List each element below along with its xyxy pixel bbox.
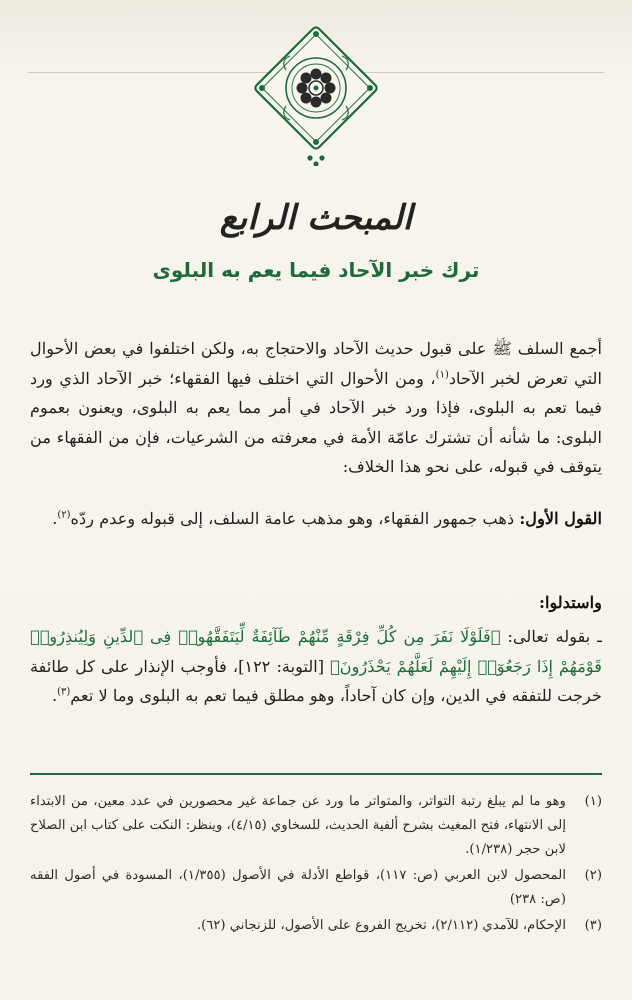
footnote-divider bbox=[30, 773, 602, 775]
paragraph-first-opinion: القول الأول: ذهب جمهور الفقهاء، وهو مذهب عامة السلف، إلى قبوله وعدم ردّه$^{(٢)}$. bbox=[52, 509, 602, 528]
verse-citation: [التوبة: ١٢٢] bbox=[238, 656, 331, 676]
paragraph-evidence: ـ بقوله تعالى: ﴿فَلَوْلَا نَفَرَ مِن كُلِّ فِرْقَةٍ مِّنْهُمْ طَآئِفَةٌ لِّيَتَفَقَّهُوا۟ فِى ٱلدِّينِ وَلِيُنذِرُوا۟ قَوْمَهُمْ إِذَا رَجَعُوٓا۟ إِلَيْهِمْ لَعَلَّهُمْ يَحْذَرُونَ﴾ [التوبة: ١٢٢]، فأوجب الإنذار على كل طائفة خرجت للتفقه في الدين، وإن كان آحاداً، وهو مطلق فيما تعم به البلوى وما لا تعم$^{(٣)}$. bbox=[30, 627, 602, 705]
evidence-heading: واستدلوا: bbox=[538, 593, 602, 612]
footnote-text: الإحكام، للآمدي (٢/١١٢)، تخريج الفروع على الأصول، للزنجاني (٦٢). bbox=[196, 918, 566, 933]
footnote-item bbox=[30, 790, 602, 862]
footnote-text: المحصول لابن العربي (ص: ١١٧)، قواطع الأدلة في الأصول (١/٣٥٥)، المسودة في أصول الفقه (ص: ٢٣٨) bbox=[30, 868, 566, 907]
section-label: المبحث الرابع bbox=[219, 198, 413, 238]
ornament-icon bbox=[253, 18, 379, 166]
footnote-number: (٣) bbox=[584, 918, 602, 933]
paragraph-intro: أجمع السلف ﷺ على قبول حديث الآحاد والاحتجاج به، ولكن اختلفوا في بعض الأحوال التي تعرض لخبر الآحاد$^{(١)}$، ومن الأحوال التي اختلف فيها الفقهاء؛ خبر الآحاد الذي ورد فيما تعم به البلوى، فإذا ورد خبر الآحاد في أمر مما يعم به البلوى، ويعنون بعموم البلوى: ما شأنه أن تشترك عامّة الأمة في معرفته من الشرعيات، فإن من الفقهاء من يتوقف في قبوله، على نحو هذا الخلاف: bbox=[30, 339, 602, 476]
footnote-ref-3[interactable]: (٣) bbox=[57, 686, 71, 698]
footnotes bbox=[30, 790, 602, 940]
footnote-item bbox=[30, 914, 602, 938]
footnote-item bbox=[30, 864, 602, 912]
footnote-text: وهو ما لم يبلغ رتبة التواتر، والمتواتر ما ورد عن جماعة غير محصورين في عدد معين، من الابتداء إلى الانتهاء، فتح المغيث بشرح ألفية الحديث، للسخاوي (٤/١٥)، وينظر: النكت على كتاب ابن الصلاح لابن حجر (١/٢٣٨). bbox=[30, 794, 566, 857]
chapter-title: ترك خبر الآحاد فيما يعم به البلوى bbox=[152, 258, 480, 282]
quran-verse: ﴿فَلَوْلَا نَفَرَ مِن كُلِّ فِرْقَةٍ مِّنْهُمْ طَآئِفَةٌ لِّيَتَفَقَّهُوا۟ فِى ٱلدِّينِ وَلِيُنذِرُوا۟ قَوْمَهُمْ إِذَا رَجَعُوٓا۟ إِلَيْهِمْ لَعَلَّهُمْ يَحْذَرُونَ﴾ bbox=[30, 627, 602, 676]
honorific-symbol: ﷺ bbox=[492, 339, 512, 358]
footnote-ref-2[interactable]: (٢) bbox=[57, 509, 71, 521]
footnote-number: (١) bbox=[584, 794, 602, 809]
footnote-ref-1[interactable]: (١) bbox=[435, 369, 449, 381]
first-opinion-label: القول الأول: bbox=[519, 509, 602, 528]
footnote-number: (٢) bbox=[584, 868, 602, 883]
